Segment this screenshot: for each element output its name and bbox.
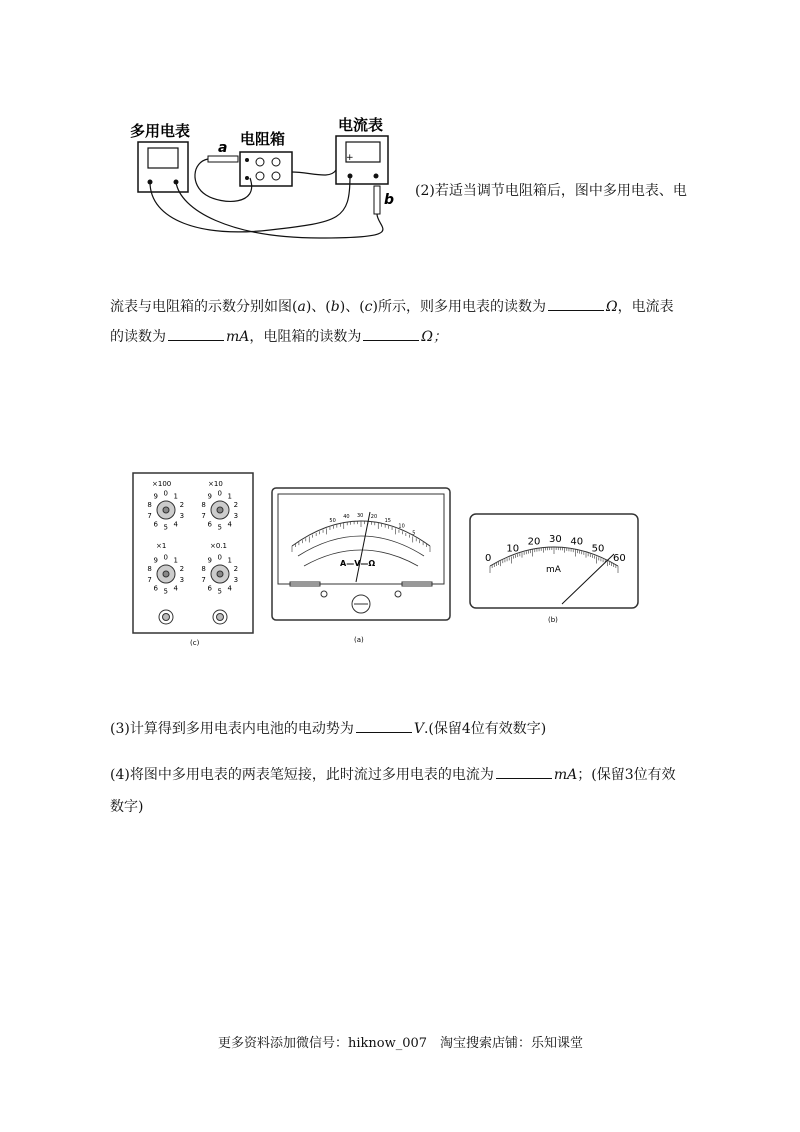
multimeter-reading-blank[interactable] [548, 296, 604, 311]
dial-digit: 5 [217, 587, 222, 596]
dial-label-x1: ×1 [156, 542, 167, 550]
dial-digit: 9 [153, 492, 158, 501]
emf-blank[interactable] [356, 718, 412, 733]
fig-ref-a: a [297, 299, 306, 315]
fig-ref-b: b [330, 299, 340, 315]
q2-line2-mid: )所示，则多用电表的读数为 [372, 299, 546, 315]
footer-text: 更多资料添加微信号：hiknow_007 淘宝搜索店铺：乐知课堂 [218, 1036, 584, 1051]
ammeter-unit: mA [546, 565, 561, 575]
caption-b: (b) [548, 616, 558, 624]
dial-digit: 6 [207, 584, 212, 593]
figure-multimeter-dial [270, 486, 452, 648]
unit-ma: mA [226, 329, 250, 345]
q2-sep2: )、( [339, 299, 365, 315]
q4-line2: 数字) [110, 799, 144, 815]
dial-digit: 0 [163, 489, 168, 498]
q2-sep1: )、( [305, 299, 331, 315]
dial-digit: 0 [217, 553, 222, 562]
figure-ammeter [468, 512, 640, 628]
dial-digit: 4 [173, 520, 178, 529]
dial-digit: 4 [227, 584, 232, 593]
multimeter-scale-label: 10 [398, 523, 405, 530]
dial-digit: 4 [227, 520, 232, 529]
multimeter-screen [148, 148, 178, 168]
dial-digit: 3 [179, 511, 185, 520]
ammeter-tick-label: 60 [613, 553, 626, 564]
caption-a: (a) [354, 636, 364, 644]
probe-b-label: b [384, 192, 395, 208]
q3-post: .(保留4位有效数字) [423, 721, 547, 737]
probe-a-label: a [218, 140, 228, 156]
q3-pre: (3)计算得到多用电表内电池的电动势为 [110, 721, 354, 737]
dial-digit: 7 [147, 575, 152, 584]
dial-digit: 4 [173, 584, 178, 593]
resistor-box-body [240, 152, 292, 186]
svg-text:+: + [346, 153, 354, 163]
dial-digit: 2 [179, 565, 185, 574]
short-current-blank[interactable] [496, 764, 552, 779]
q2-line3-end: Ω； [421, 329, 447, 345]
dial-digit: 8 [201, 565, 206, 574]
q2-line1: (2)若适当调节电阻箱后，图中多用电表、电 [415, 183, 687, 199]
multimeter-scale-label: 30 [357, 513, 364, 519]
ammeter-tick-label: 0 [485, 553, 492, 564]
ammeter-tick-label: 40 [570, 536, 584, 548]
multimeter-label: 多用电表 [130, 122, 191, 140]
resistor-box-label: 电阻箱 [240, 130, 286, 148]
probe-a [208, 156, 238, 162]
unit-ohm: Ω [605, 299, 618, 315]
dial-label-x10: ×10 [208, 480, 223, 488]
dial-digit: 1 [173, 556, 178, 565]
dial-digit: 8 [147, 501, 152, 510]
q2-line2 [110, 292, 674, 322]
q4-line1 [110, 760, 676, 790]
ammeter-tick-label: 10 [506, 543, 520, 555]
multimeter-scale-label: 15 [384, 517, 391, 524]
dial-digit: 0 [163, 553, 168, 562]
multimeter-scale-label: 40 [343, 514, 350, 521]
multimeter-scale-label: 50 [329, 517, 336, 524]
circuit-diagram [120, 110, 420, 250]
ammeter-tick-label: 20 [527, 536, 541, 548]
dial-label-x100: ×100 [152, 480, 172, 488]
multimeter-scale-label: 20 [370, 514, 378, 521]
dial-digit: 7 [201, 575, 206, 584]
q2-line2-post: ，电流表 [617, 299, 674, 315]
dial-digit: 1 [173, 492, 178, 501]
q2-line2-pre: 流表与电阻箱的示数分别如图( [110, 299, 298, 315]
q2-line3 [110, 322, 447, 352]
dial-digit: 9 [207, 556, 212, 565]
dial-digit: 2 [233, 565, 239, 574]
ammeter-tick-label: 30 [549, 534, 562, 545]
unit-v: V [413, 721, 424, 737]
dial-digit: 3 [233, 511, 239, 520]
figure-resistor-box [132, 472, 256, 648]
dial-digit: 5 [163, 523, 168, 532]
ammeter-tick-label: 50 [591, 543, 605, 555]
dial-digit: 0 [217, 489, 222, 498]
dial-label-x0.1: ×0.1 [210, 542, 227, 550]
q4-line1-post: ；(保留3位有效 [577, 767, 676, 783]
dial-digit: 3 [179, 575, 185, 584]
ammeter-needle [562, 554, 614, 604]
fig-ref-c: c [364, 299, 373, 315]
q3 [110, 714, 546, 744]
ammeter-reading-blank[interactable] [168, 326, 224, 341]
q4-line1-pre: (4)将图中多用电表的两表笔短接，此时流过多用电表的电流为 [110, 767, 494, 783]
multimeter-center-label: A—V—Ω [340, 559, 376, 568]
dial-digit: 2 [179, 501, 185, 510]
dial-digit: 5 [217, 523, 222, 532]
q2-line3-pre: 的读数为 [110, 329, 166, 345]
dial-digit: 9 [153, 556, 158, 565]
dial-digit: 1 [227, 556, 232, 565]
dial-digit: 7 [147, 511, 152, 520]
resistor-box-reading-blank[interactable] [363, 326, 419, 341]
probe-b [374, 186, 380, 214]
q4-unit-ma: mA [553, 767, 578, 783]
dial-digit: 5 [163, 587, 168, 596]
q2-line3-mid: ，电阻箱的读数为 [249, 329, 362, 345]
multimeter-body [138, 142, 188, 192]
dial-digit: 3 [233, 575, 239, 584]
multimeter-scale-label: 5 [412, 530, 416, 537]
dial-digit: 9 [207, 492, 212, 501]
caption-c: (c) [190, 639, 200, 647]
dial-digit: 6 [153, 520, 158, 529]
dial-digit: 1 [227, 492, 232, 501]
dial-digit: 6 [153, 584, 158, 593]
dial-digit: 2 [233, 501, 239, 510]
ammeter-label: 电流表 [338, 116, 384, 134]
dial-digit: 8 [147, 565, 152, 574]
dial-digit: 6 [207, 520, 212, 529]
dial-digit: 8 [201, 501, 206, 510]
dial-digit: 7 [201, 511, 206, 520]
